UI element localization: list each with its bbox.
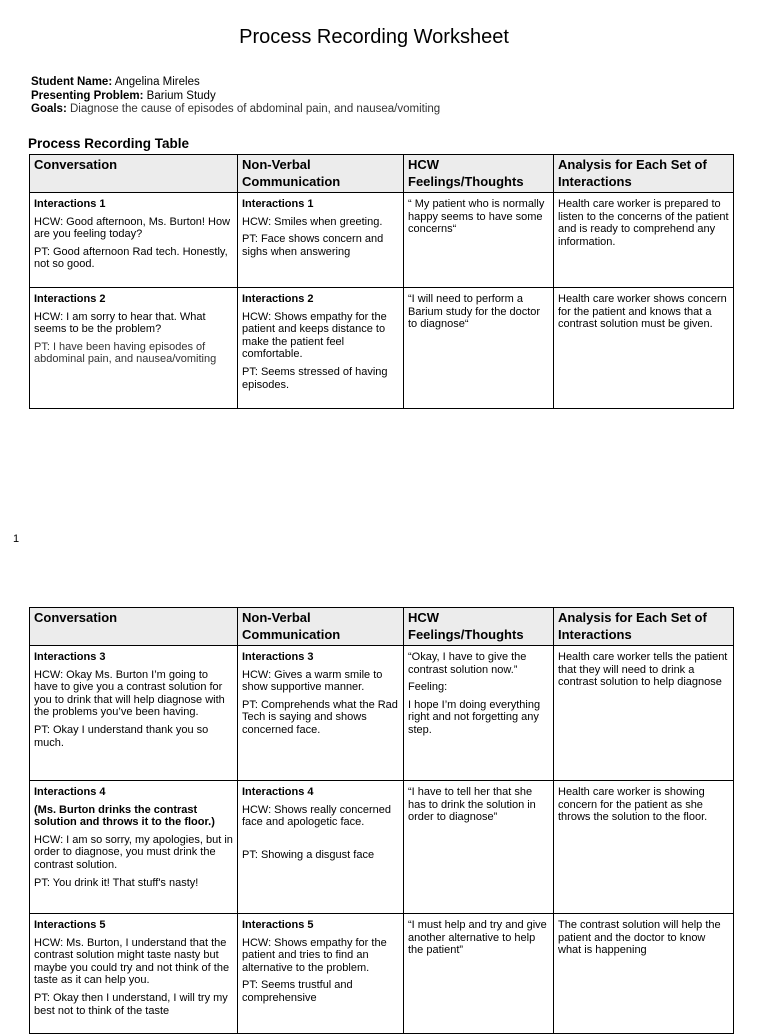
header-nonverbal xyxy=(238,608,404,646)
cell-text: HCW: Gives a warm smile to show supportive manner. xyxy=(242,668,383,694)
cell-text: PT: Okay then I understand, I will try my best not to think of the taste xyxy=(34,991,228,1017)
presenting-problem-line xyxy=(31,90,440,104)
analysis-cell xyxy=(554,646,734,781)
cell-text: Interactions 3 xyxy=(34,651,106,663)
cell-text: Health care worker tells the patient that they will need to drink a contrast solution to help diagnose xyxy=(558,651,728,689)
analysis-cell xyxy=(554,288,734,409)
table-row xyxy=(30,781,734,914)
cell-text: HCW: Okay Ms. Burton I’m going to have to give you a contrast solution for you to drink that will help diagnose with the problems you’ve been having. xyxy=(34,668,225,719)
nonverbal-cell xyxy=(238,781,404,914)
student-info xyxy=(31,76,440,117)
table-header-row xyxy=(30,608,734,646)
nonverbal-cell xyxy=(238,646,404,781)
cell-text: HCW: Shows really concerned face and apologetic face. xyxy=(242,803,391,829)
header-hcw-feelings xyxy=(404,608,554,646)
conversation-cell xyxy=(30,914,238,1034)
cell-text: PT: Face shows concern and sighs when answering xyxy=(242,233,384,258)
header-analysis xyxy=(554,155,734,193)
cell-text: HCW: I am sorry to hear that. What seems to be the problem? xyxy=(34,310,206,336)
cell-text: PT: You drink it! That stuff's nasty! xyxy=(34,876,199,889)
cell-text: Health care worker is showing concern for the patient as she throws the solution to the floor. xyxy=(558,786,708,824)
header-text: Interactions xyxy=(558,174,632,189)
table-row xyxy=(30,914,734,1034)
cell-text: Interactions 5 xyxy=(34,919,106,931)
cell-text: Interactions 5 xyxy=(242,919,314,931)
cell-text: “I will need to perform a Barium study for the doctor to diagnose“ xyxy=(408,293,541,331)
feelings-cell xyxy=(404,914,554,1034)
cell-text: HCW: Shows empathy for the patient and tries to find an alternative to the problem. xyxy=(242,936,387,974)
cell-text: PT: Seems trustful and comprehensive xyxy=(242,979,353,1004)
cell-text: Interactions 4 xyxy=(34,786,106,798)
cell-text: (Ms. Burton drinks the contrast solution and throws it to the floor.) xyxy=(34,803,215,829)
student-name-value: Angelina Mireles xyxy=(114,76,200,88)
nonverbal-cell xyxy=(238,914,404,1034)
header-nonverbal xyxy=(238,155,404,193)
header-conversation xyxy=(30,608,238,646)
header-text: Communication xyxy=(242,174,341,189)
header-text: Non-Verbal xyxy=(242,610,311,625)
page-number: 1 xyxy=(13,533,20,545)
presenting-problem-label: Presenting Problem: xyxy=(31,89,144,102)
header-text: Conversation xyxy=(34,610,118,625)
cell-text: Interactions 1 xyxy=(34,198,106,210)
table-row xyxy=(30,193,734,288)
table-caption: Process Recording Table xyxy=(28,136,190,151)
cell-text: HCW: Shows empathy for the patient and keeps distance to make the patient feel comfortable. xyxy=(242,310,387,361)
header-text: Non-Verbal xyxy=(242,157,311,172)
cell-text: Feeling: xyxy=(408,681,448,694)
analysis-cell xyxy=(554,914,734,1034)
header-text: Conversation xyxy=(34,157,118,172)
header-text: Feelings/Thoughts xyxy=(408,174,524,189)
header-text: Feelings/Thoughts xyxy=(408,627,524,642)
cell-text: I hope I’m doing everything right and not forgetting any step. xyxy=(408,698,541,736)
cell-text: PT: Good afternoon Rad tech. Honestly, not so good. xyxy=(34,245,228,271)
feelings-cell xyxy=(404,646,554,781)
goals-value: Diagnose the cause of episodes of abdominal pain, and nausea/vomiting xyxy=(70,103,441,115)
header-hcw-feelings xyxy=(404,155,554,193)
cell-text: PT: Comprehends what the Rad Tech is saying and shows concerned face. xyxy=(242,698,398,736)
cell-text: Interactions 2 xyxy=(242,293,314,305)
student-name-line xyxy=(31,76,440,90)
header-text: Analysis for Each Set of xyxy=(558,610,707,625)
presenting-problem-value: Barium Study xyxy=(146,89,216,102)
cell-text: Health care worker is prepared to listen to the concerns of the patient and is ready to comprehend any information. xyxy=(558,198,729,248)
process-recording-table-1 xyxy=(29,154,734,409)
cell-text: PT: I have been having episodes of abdominal pain, and nausea/vomiting xyxy=(34,340,217,366)
cell-text: “ My patient who is normally happy seems to have some concerns“ xyxy=(408,198,545,236)
conversation-cell xyxy=(30,288,238,409)
table-row xyxy=(30,288,734,409)
cell-text: The contrast solution will help the patient and the doctor to know what is happening xyxy=(558,919,721,957)
process-recording-table-2 xyxy=(29,607,734,1034)
cell-text: Interactions 3 xyxy=(242,651,314,663)
table-header-row xyxy=(30,155,734,193)
cell-text: HCW: I am so sorry, my apologies, but in order to diagnose, you must drink the contrast solution. xyxy=(34,833,233,871)
feelings-cell xyxy=(404,781,554,914)
cell-text: PT: Seems stressed of having episodes. xyxy=(242,365,388,391)
header-text: HCW xyxy=(408,610,440,625)
analysis-cell xyxy=(554,781,734,914)
cell-text: “I must help and try and give another alternative to help the patient” xyxy=(408,919,547,957)
goals-line xyxy=(31,103,440,117)
conversation-cell xyxy=(30,646,238,781)
cell-text: HCW: Good afternoon, Ms. Burton! How are you feeling today? xyxy=(34,215,231,241)
cell-text: Health care worker shows concern for the patient and knows that a contrast solution must be given. xyxy=(558,293,727,331)
feelings-cell xyxy=(404,288,554,409)
conversation-cell xyxy=(30,193,238,288)
analysis-cell xyxy=(554,193,734,288)
feelings-cell xyxy=(404,193,554,288)
header-text: Analysis for Each Set of xyxy=(558,157,707,172)
goals-label: Goals: xyxy=(31,103,67,115)
cell-text: HCW: Ms. Burton, I understand that the contrast solution might taste nasty but maybe you could try and not think of the taste as it can help you. xyxy=(34,936,230,987)
cell-text: Interactions 4 xyxy=(242,786,314,798)
table-row xyxy=(30,646,734,781)
nonverbal-cell xyxy=(238,288,404,409)
worksheet-title: Process Recording Worksheet xyxy=(239,26,509,48)
cell-text: “Okay, I have to give the contrast solution now.” xyxy=(408,651,527,676)
cell-text: “I have to tell her that she has to drink the solution in order to diagnose” xyxy=(408,786,536,824)
header-conversation xyxy=(30,155,238,193)
cell-text: HCW: Smiles when greeting. xyxy=(242,215,383,228)
cell-text: PT: Showing a disgust face xyxy=(242,848,375,861)
header-text: Communication xyxy=(242,627,341,642)
nonverbal-cell xyxy=(238,193,404,288)
cell-text: Interactions 2 xyxy=(34,293,106,305)
conversation-cell xyxy=(30,781,238,914)
cell-text: PT: Okay I understand thank you so much. xyxy=(34,723,209,749)
student-name-label: Student Name: xyxy=(31,76,113,88)
cell-text: Interactions 1 xyxy=(242,198,314,210)
header-analysis xyxy=(554,608,734,646)
header-text: HCW xyxy=(408,157,440,172)
header-text: Interactions xyxy=(558,627,632,642)
